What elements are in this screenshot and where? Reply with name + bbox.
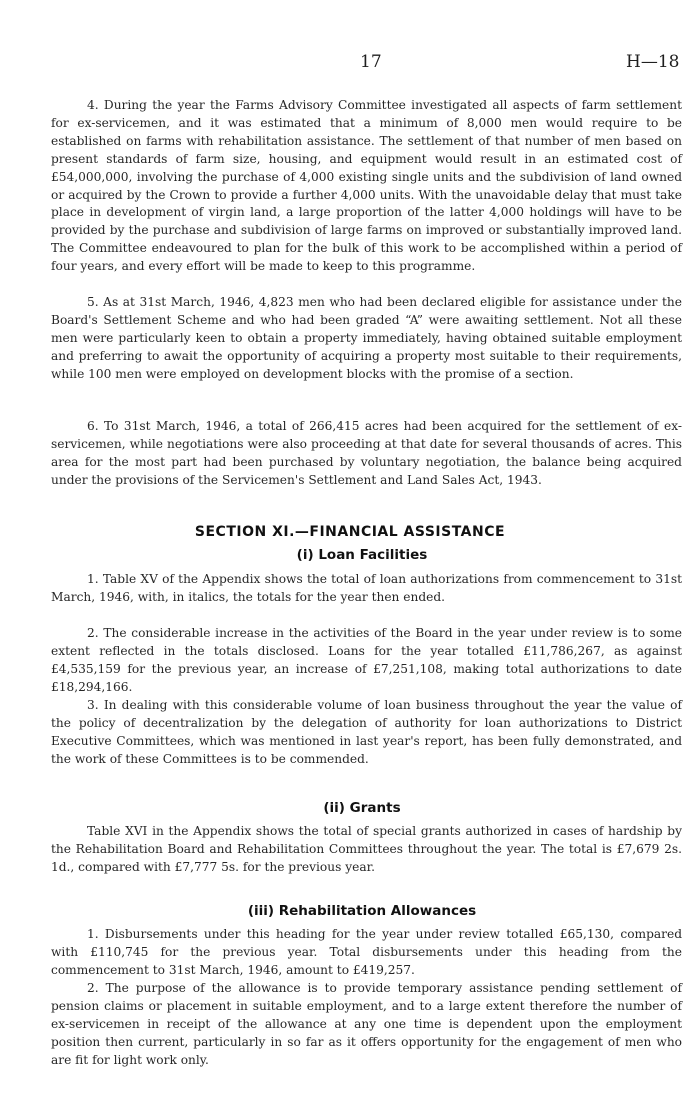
- section-heading: SECTION XI.—FINANCIAL ASSISTANCE: [194, 524, 506, 540]
- subheading-loan-facilities: (i) Loan Facilities: [296, 547, 428, 563]
- paragraph-grants: Table XVI in the Appendix shows the total of special grants authorized in cases of hardship by the Rehabilitation Board and Rehabilitation Committees throughout the year. The total is £7,679 2s. 1d., compared with £7,777 5s. for the previous year.: [51, 824, 682, 874]
- paragraph-settlement-waiting-5: 5. As at 31st March, 1946, 4,823 men who had been declared eligible for assistance under the Board's Settlement Scheme and who had been graded “A” were awaiting settlement. Not all these men were particularly keen to obtain a property immediately, having obtained suitable employment and preferring to await the opportunity of acquiring a property most suitable to their requirements, while 100 men were employed on development blocks with the promise of a section.: [51, 295, 682, 381]
- paragraph-allowances-2: 2. The purpose of the allowance is to provide temporary assistance pending settlement of pension claims or placement in suitable employment, and to a large extent therefore the number of ex-servicemen in receipt of the allowance at any one time is dependent upon the employment position then current, particularly in so far as it offers opportunity for the engagement of men who are fit for light work only.: [51, 981, 682, 1067]
- paragraph-loan-1: 1. Table XV of the Appendix shows the total of loan authorizations from commencement to 31st March, 1946, with, in italics, the totals for the year then ended.: [51, 572, 682, 604]
- page-number: 17: [360, 52, 382, 72]
- paragraph-loan-2: 2. The considerable increase in the activities of the Board in the year under review is to some extent reflected in the totals disclosed. Loans for the year totalled £11,786,267, as against £4,535,159 for the previous year, an increase of £7,251,108, making total authorizations to date £18,294,166.: [51, 626, 682, 694]
- subheading-grants: (ii) Grants: [323, 800, 401, 816]
- paragraph-farm-settlement-4: 4. During the year the Farms Advisory Committee investigated all aspects of farm settlement for ex-servicemen, and it was estimated that a minimum of 8,000 men would require to be established on farms with rehabilitation assistance. The settlement of that number of men based on present standards of farm size, housing, and equipment would result in an estimated cost of £54,000,000, involving the purchase of 4,000 existing single units and the subdivision of land owned or acquired by the Crown to provide a further 4,000 units. With the unavoidable delay that must take place in development of virgin land, a large proportion of the latter 4,000 holdings will have to be provided by the purchase and subdivision of large farms on improved or substantially improved land. The Committee endeavoured to plan for the bulk of this work to be accomplished within a period of four years, and every effort will be made to keep to this programme.: [51, 98, 682, 274]
- page-header: [0, 52, 700, 74]
- paragraph-allowances-1: 1. Disbursements under this heading for the year under review totalled £65,130, compared with £110,745 for the previous year. Total disbursements under this heading from the commencement to 31st March, 1946, amount to £419,257.: [51, 927, 682, 977]
- paragraph-acres-acquired-6: 6. To 31st March, 1946, a total of 266,415 acres had been acquired for the settlement of ex-servicemen, while negotiations were also proceeding at that date for several thousands of acres. This area for the most part had been purchased by voluntary negotiation, the balance being acquired under the provisions of the Servicemen's Settlement and Land Sales Act, 1943.: [51, 419, 682, 487]
- subheading-rehabilitation-allowances: (iii) Rehabilitation Allowances: [247, 903, 477, 919]
- document-reference: H—18: [626, 52, 680, 72]
- paragraph-loan-3: 3. In dealing with this considerable volume of loan business throughout the year the value of the policy of decentralization by the delegation of authority for loan authorizations to District Executive Committees, which was mentioned in last year's report, has been fully demonstrated, and the work of these Committees is to be commended.: [51, 698, 682, 766]
